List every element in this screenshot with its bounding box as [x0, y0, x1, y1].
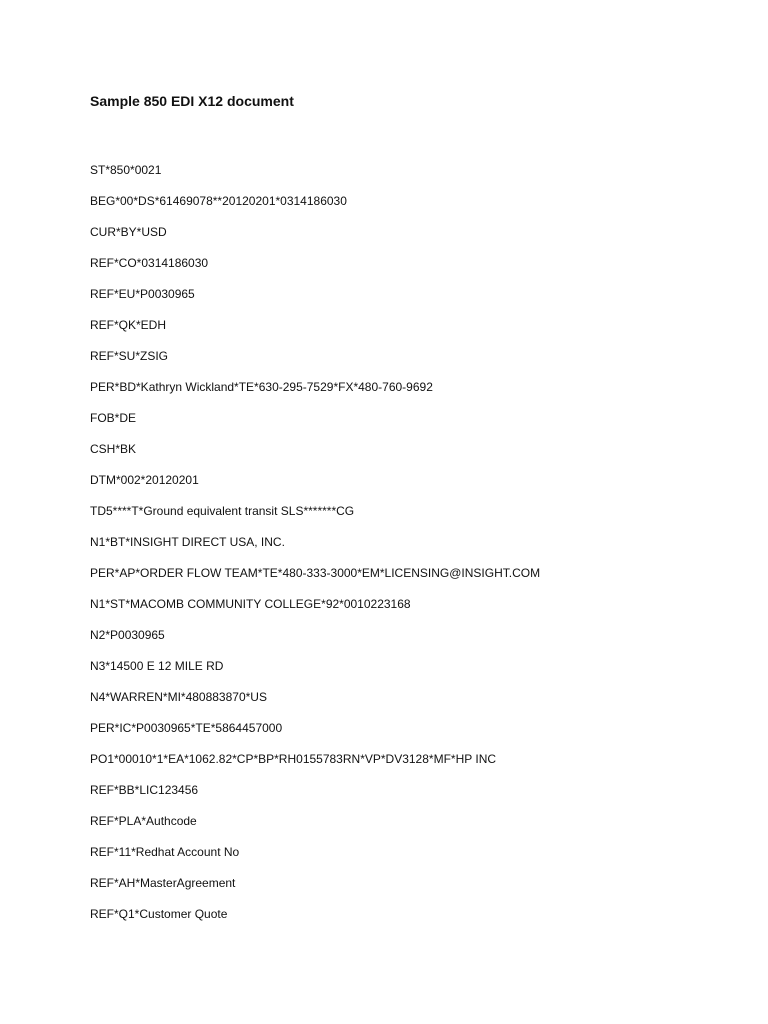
document-title: Sample 850 EDI X12 document: [90, 93, 294, 109]
edi-segment-line: ST*850*0021: [90, 163, 162, 177]
edi-segment-line: REF*SU*ZSIG: [90, 349, 169, 363]
edi-segment-line: TD5****T*Ground equivalent transit SLS*******CG: [90, 504, 355, 518]
edi-segment-line: N1*BT*INSIGHT DIRECT USA, INC.: [90, 535, 285, 549]
edi-segment-line: REF*AH*MasterAgreement: [90, 876, 236, 890]
edi-segment-line: REF*QK*EDH: [90, 318, 167, 332]
edi-segment-line: REF*PLA*Authcode: [90, 814, 197, 828]
edi-segment-line: REF*EU*P0030965: [90, 287, 195, 301]
edi-segment-list: [90, 162, 540, 937]
edi-segment-line: REF*CO*0314186030: [90, 256, 209, 270]
edi-segment-line: N4*WARREN*MI*480883870*US: [90, 690, 267, 704]
edi-segment-line: N2*P0030965: [90, 628, 165, 642]
edi-segment-line: PER*AP*ORDER FLOW TEAM*TE*480-333-3000*EM*LICENSING@INSIGHT.COM: [90, 566, 541, 580]
edi-segment-line: DTM*002*20120201: [90, 473, 199, 487]
edi-segment-line: FOB*DE: [90, 411, 137, 425]
edi-segment-line: REF*Q1*Customer Quote: [90, 907, 228, 921]
edi-segment-line: PO1*00010*1*EA*1062.82*CP*BP*RH0155783RN*VP*DV3128*MF*HP INC: [90, 752, 497, 766]
edi-segment-line: REF*11*Redhat Account No: [90, 845, 240, 859]
edi-segment-line: PER*IC*P0030965*TE*5864457000: [90, 721, 283, 735]
edi-segment-line: CUR*BY*USD: [90, 225, 167, 239]
edi-segment-line: BEG*00*DS*61469078**20120201*0314186030: [90, 194, 347, 208]
edi-segment-line: REF*BB*LIC123456: [90, 783, 199, 797]
edi-segment-line: PER*BD*Kathryn Wickland*TE*630-295-7529*FX*480-760-9692: [90, 380, 433, 394]
edi-segment-line: N1*ST*MACOMB COMMUNITY COLLEGE*92*0010223168: [90, 597, 411, 611]
edi-segment-line: CSH*BK: [90, 442, 137, 456]
edi-segment-line: N3*14500 E 12 MILE RD: [90, 659, 224, 673]
